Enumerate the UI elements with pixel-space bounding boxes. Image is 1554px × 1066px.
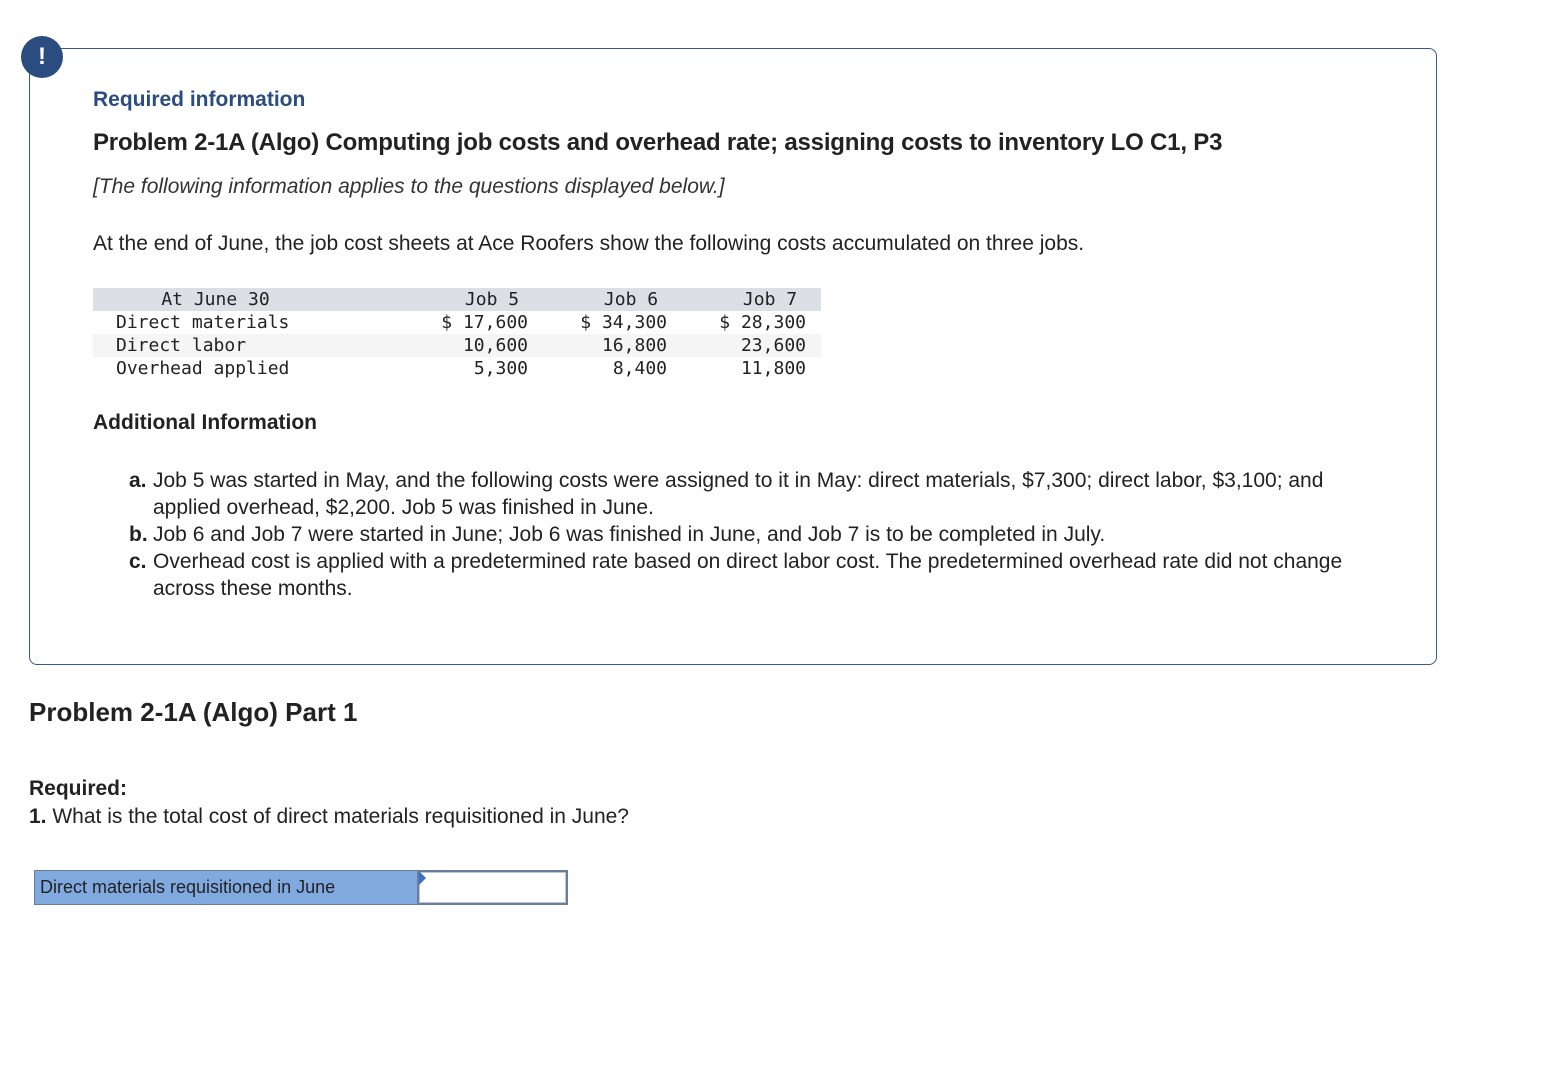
header-cell: Job 7 (742, 289, 798, 310)
cell-value: 8,400 (612, 358, 667, 379)
required-section (29, 775, 629, 831)
header-cell: Job 6 (603, 289, 659, 310)
table-row (93, 357, 821, 380)
cell-value: 5,300 (473, 358, 528, 379)
cell-value: 23,600 (740, 335, 806, 356)
cell-value: $ 28,300 (719, 312, 806, 333)
additional-info-heading: Additional Information (93, 411, 317, 434)
list-marker: c. (129, 550, 147, 573)
job-cost-table (93, 288, 821, 380)
problem-title: Problem 2-1A (Algo) Computing job costs and overhead rate; assigning costs to inventory LO C1, P3 (93, 129, 1223, 156)
list-item-text: Job 5 was started in May, and the following costs were assigned to it in May: direct materials, $7,300; direct labor, $3,100; and applied overhead, $2,200. Job 5 was finished in June. (153, 469, 1324, 519)
answer-label: Direct materials requisitioned in June (34, 870, 418, 905)
row-label: Overhead applied (116, 358, 290, 379)
answer-row (34, 870, 568, 905)
list-item-text: Overhead cost is applied with a predetermined rate based on direct labor cost. The predetermined overhead rate did not change across these months. (153, 550, 1343, 600)
additional-info-list (129, 467, 1369, 602)
list-marker: b. (129, 523, 148, 546)
answer-input-container (418, 870, 568, 905)
list-item (129, 521, 1369, 548)
input-flag-icon (419, 871, 426, 885)
row-label: Direct materials (116, 312, 290, 333)
header-cell: At June 30 (161, 289, 270, 310)
list-item-text: Job 6 and Job 7 were started in June; Job 6 was finished in June, and Job 7 is to be completed in July. (153, 523, 1106, 546)
cell-value: 16,800 (601, 335, 667, 356)
applies-note: [The following information applies to the questions displayed below.] (93, 175, 725, 198)
list-item (129, 548, 1369, 602)
cell-value: $ 34,300 (580, 312, 667, 333)
required-info-heading: Required information (93, 88, 306, 111)
table-header-row (93, 288, 821, 311)
cell-value: 10,600 (462, 335, 528, 356)
header-cell: Job 5 (464, 289, 520, 310)
table-row (93, 311, 821, 334)
list-marker: a. (129, 469, 147, 492)
cell-value: 11,800 (740, 358, 806, 379)
list-item (129, 467, 1369, 521)
direct-materials-input[interactable] (419, 872, 566, 903)
intro-text: At the end of June, the job cost sheets at Ace Roofers show the following costs accumulated on three jobs. (93, 232, 1085, 255)
row-label: Direct labor (116, 335, 247, 356)
question (29, 803, 629, 831)
required-label: Required: (29, 777, 128, 800)
question-text: What is the total cost of direct materials requisitioned in June? (52, 805, 629, 828)
question-number: 1. (29, 805, 47, 828)
table-row (93, 334, 821, 357)
cell-value: $ 17,600 (441, 312, 528, 333)
alert-icon: ! (21, 36, 63, 78)
part-title: Problem 2-1A (Algo) Part 1 (29, 697, 358, 727)
